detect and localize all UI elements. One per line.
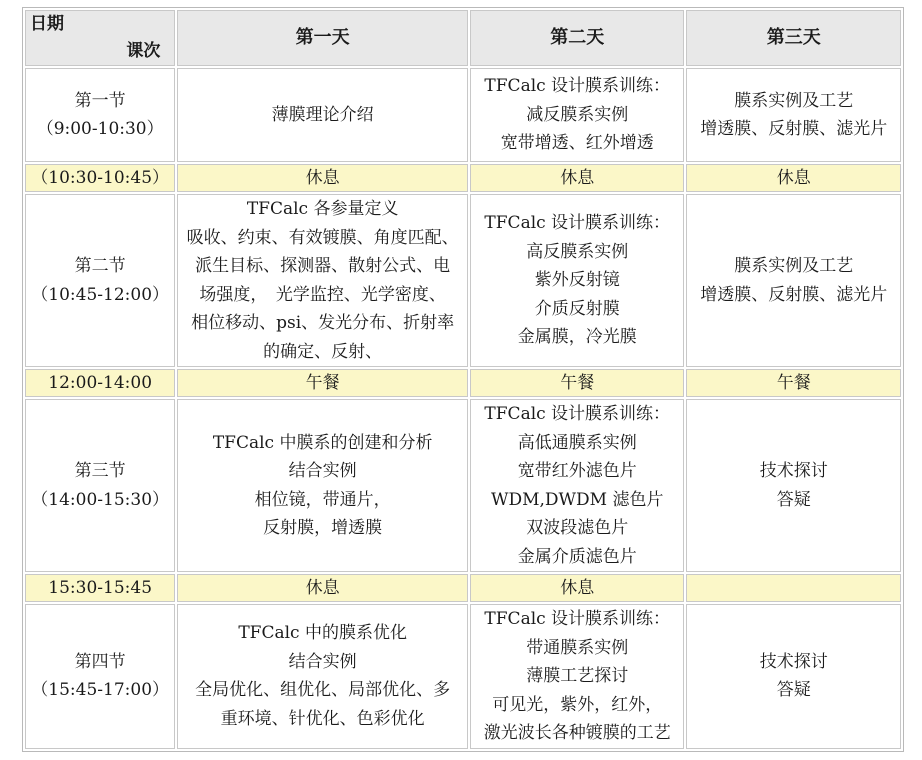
lunch-row xyxy=(25,369,901,397)
day3-cell xyxy=(686,604,901,749)
cell-line: 反射膜，增透膜 xyxy=(263,518,383,538)
session-row-2 xyxy=(25,194,901,367)
cell-line: 结合实例 xyxy=(288,651,357,672)
cell-line: TFCalc 设计膜系训练： xyxy=(484,213,671,234)
cell-line: 膜系实例及工艺 xyxy=(734,90,854,111)
break-day1: 休息 xyxy=(177,164,468,192)
cell-line: WDM,DWDM 滤色片 xyxy=(491,489,664,510)
day2-cell xyxy=(470,68,684,162)
break-day3: 休息 xyxy=(686,164,901,192)
cell-line: 答疑 xyxy=(776,680,811,701)
day3-header: 第三天 xyxy=(686,10,901,66)
break-day3: 午餐 xyxy=(686,369,901,397)
day2-cell xyxy=(470,604,684,749)
day1-cell xyxy=(177,194,468,367)
corner-date-label: 日期 xyxy=(30,14,64,34)
day1-cell xyxy=(177,68,468,162)
cell-line: 高反膜系实例 xyxy=(526,241,629,262)
corner-cell xyxy=(25,10,175,66)
break-day2: 休息 xyxy=(470,574,684,602)
day1-header: 第一天 xyxy=(177,10,468,66)
session-time: （15:45-17:00） xyxy=(31,680,170,701)
cell-line: 宽带增透、红外增透 xyxy=(500,133,654,154)
cell-line: 高低通膜系实例 xyxy=(517,432,637,453)
cell-line: 介质反射膜 xyxy=(534,298,620,319)
break-day2: 午餐 xyxy=(470,369,684,397)
cell-line: TFCalc 设计膜系训练： xyxy=(484,609,671,629)
break-time: 12:00-14:00 xyxy=(25,369,175,397)
cell-line: 减反膜系实例 xyxy=(526,104,629,125)
session-label-cell xyxy=(25,604,175,749)
cell-line: 紫外反射镜 xyxy=(534,270,620,291)
cell-line: 结合实例 xyxy=(288,461,357,481)
break-day3 xyxy=(686,574,901,602)
cell-line: 重环境、针优化、色彩优化 xyxy=(220,708,425,729)
cell-line: 答疑 xyxy=(776,489,811,510)
cell-line: 双波段滤色片 xyxy=(526,518,629,538)
day3-cell xyxy=(686,68,901,162)
cell-line: 金属介质滤色片 xyxy=(517,546,637,567)
cell-line: 膜系实例及工艺 xyxy=(734,256,854,276)
cell-line: TFCalc 设计膜系训练： xyxy=(484,76,671,97)
day2-header: 第二天 xyxy=(470,10,684,66)
cell-line: 派生目标、探测器、散射公式、电 xyxy=(195,256,451,276)
schedule-table xyxy=(22,7,904,752)
cell-line: 宽带红外滤色片 xyxy=(517,461,637,481)
break-time: 15:30-15:45 xyxy=(25,574,175,602)
day1-cell xyxy=(177,399,468,572)
day2-cell xyxy=(470,194,684,367)
session-row-4 xyxy=(25,604,901,749)
cell-line: TFCalc 设计膜系训练： xyxy=(484,404,671,424)
session-row-3 xyxy=(25,399,901,572)
session-time: （9:00-10:30） xyxy=(36,119,164,139)
cell-line: 增透膜、反射膜、滤光片 xyxy=(700,119,888,139)
header-row xyxy=(25,10,901,66)
session-label-cell xyxy=(25,68,175,162)
cell-line: 场强度， 光学监控、光学密度、 xyxy=(199,284,446,305)
cell-line: TFCalc 中膜系的创建和分析 xyxy=(212,432,433,453)
session-label-cell xyxy=(25,399,175,572)
cell-line: 技术探讨 xyxy=(759,651,828,672)
day3-cell xyxy=(686,194,901,367)
break-time: （10:30-10:45） xyxy=(25,164,175,192)
corner-lesson-label: 课次 xyxy=(126,41,161,61)
break-day2: 休息 xyxy=(470,164,684,192)
cell-line: 技术探讨 xyxy=(759,461,828,481)
session-label: 第四节 xyxy=(74,651,126,672)
cell-line: 相位镜，带通片， xyxy=(254,489,391,510)
cell-line: 薄膜工艺探讨 xyxy=(526,666,629,686)
break-day1: 午餐 xyxy=(177,369,468,397)
day3-cell xyxy=(686,399,901,572)
cell-line: 增透膜、反射膜、滤光片 xyxy=(700,284,888,305)
break-day1: 休息 xyxy=(177,574,468,602)
break-row xyxy=(25,164,901,192)
cell-line: 激光波长各种镀膜的工艺 xyxy=(483,723,671,743)
session-label: 第二节 xyxy=(74,256,126,276)
session-label: 第一节 xyxy=(74,90,126,111)
cell-line: 薄膜理论介绍 xyxy=(271,104,374,125)
cell-line: 吸收、约束、有效镀膜、角度匹配、 xyxy=(186,227,459,248)
break-row xyxy=(25,574,901,602)
session-row-1 xyxy=(25,68,901,162)
session-label-cell xyxy=(25,194,175,367)
session-time: （10:45-12:00） xyxy=(31,284,170,305)
day2-cell xyxy=(470,399,684,572)
cell-line: 相位移动、psi、发光分布、折射率 xyxy=(191,313,455,333)
cell-line: TFCalc 各参量定义 xyxy=(246,199,399,219)
cell-line: 全局优化、组优化、局部优化、多 xyxy=(195,680,451,701)
day1-cell xyxy=(177,604,468,749)
cell-line: 的确定、反射、 xyxy=(263,341,383,362)
cell-line: 带通膜系实例 xyxy=(526,637,629,658)
cell-line: 金属膜，冷光膜 xyxy=(517,327,637,348)
cell-line: TFCalc 中的膜系优化 xyxy=(238,623,407,644)
session-label: 第三节 xyxy=(74,461,126,481)
session-time: （14:00-15:30） xyxy=(31,489,170,510)
cell-line: 可见光，紫外，红外， xyxy=(492,694,663,715)
